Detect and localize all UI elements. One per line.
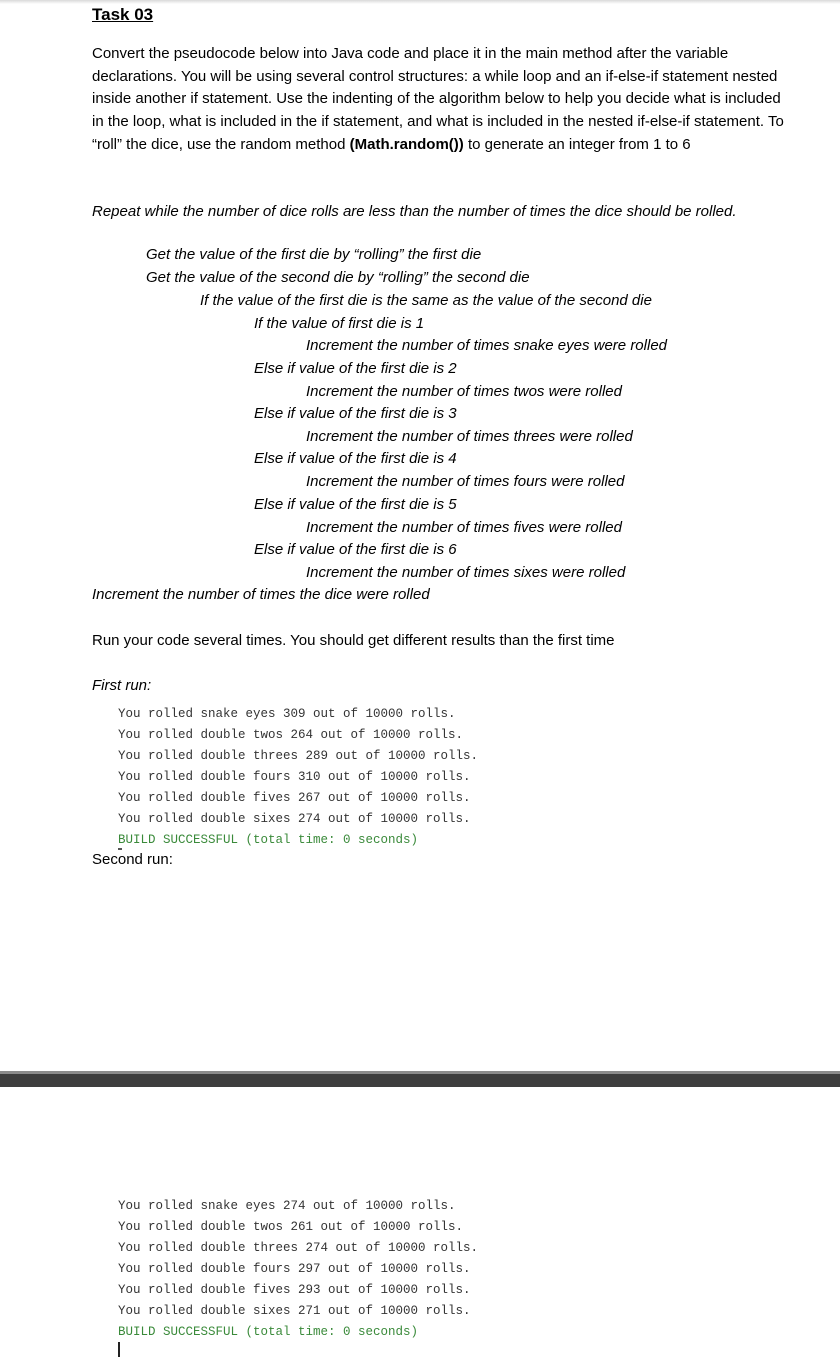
- pseudocode-line: Else if value of the first die is 5: [254, 496, 457, 513]
- pseudocode-line: Increment the number of times snake eyes were rolled: [306, 337, 668, 354]
- build-status: BUILD SUCCESSFUL (total time: 0 seconds): [118, 833, 419, 847]
- pseudocode-line: Get the value of the second die by “rolling” the second die: [146, 269, 530, 286]
- top-edge-shadow: [0, 0, 840, 4]
- build-status: BUILD SUCCESSFUL (total time: 0 seconds): [118, 1325, 419, 1339]
- pseudocode-line: Get the value of the first die by “rolling” the first die: [146, 246, 482, 263]
- console-line: You rolled double twos 261 out of 10000 rolls.: [118, 1220, 464, 1234]
- screenshot-divider: [0, 1071, 840, 1087]
- pseudocode-line: Increment the number of times the dice were rolled: [92, 586, 430, 603]
- pseudocode-line: If the value of the first die is the same as the value of the second die: [200, 292, 652, 309]
- pseudocode-line: Else if value of the first die is 3: [254, 405, 457, 422]
- second-run-label: Second run:: [92, 851, 173, 868]
- instructions-text-2: to generate an integer from 1 to 6: [463, 135, 691, 153]
- first-run-console: [118, 704, 478, 851]
- text-cursor-mark: [118, 848, 122, 850]
- console-line: You rolled double fives 267 out of 10000 rolls.: [118, 791, 471, 805]
- pseudocode-line: Else if value of the first die is 6: [254, 541, 457, 558]
- console-line: You rolled snake eyes 274 out of 10000 rolls.: [118, 1199, 456, 1213]
- text-cursor: [118, 1342, 120, 1357]
- console-line: You rolled snake eyes 309 out of 10000 rolls.: [118, 707, 456, 721]
- run-note: Run your code several times. You should get different results than the first time: [92, 632, 615, 649]
- console-line: You rolled double sixes 271 out of 10000 rolls.: [118, 1304, 471, 1318]
- pseudocode-line: Increment the number of times fours were rolled: [306, 473, 625, 490]
- task-instructions: [92, 43, 792, 157]
- first-run-label: First run:: [92, 677, 152, 694]
- pseudocode-line: Else if value of the first die is 2: [254, 360, 457, 377]
- console-line: You rolled double twos 264 out of 10000 rolls.: [118, 728, 464, 742]
- console-line: You rolled double threes 289 out of 10000 rolls.: [118, 749, 479, 763]
- math-random-bold: (Math.random()): [349, 135, 464, 153]
- console-line: You rolled double sixes 274 out of 10000 rolls.: [118, 812, 471, 826]
- pseudocode-line: Increment the number of times fives were rolled: [306, 519, 622, 536]
- console-line: You rolled double threes 274 out of 10000 rolls.: [118, 1241, 479, 1255]
- console-line: You rolled double fours 297 out of 10000 rolls.: [118, 1262, 471, 1276]
- pseudocode-line: Increment the number of times sixes were rolled: [306, 564, 626, 581]
- console-line: You rolled double fives 293 out of 10000 rolls.: [118, 1283, 471, 1297]
- instructions-text-1: Convert the pseudocode below into Java code and place it in the main method after the variable declarations. You will be using several control structures: a while loop and an if-else-if statement nested inside another if statement. Use the indenting of the algorithm below to help you decide what is included in the loop, what is included in the if statement, and what is included in the nested if-else-if statement. To “roll” the dice, use the random method: [92, 45, 784, 153]
- pseudocode-line: Else if value of the first die is 4: [254, 450, 457, 467]
- task-title: Task 03: [92, 5, 154, 24]
- pseudocode-line: If the value of first die is 1: [254, 315, 425, 332]
- console-line: You rolled double fours 310 out of 10000 rolls.: [118, 770, 471, 784]
- pseudocode-line: Increment the number of times twos were rolled: [306, 383, 622, 400]
- second-run-console: [118, 1196, 478, 1343]
- pseudocode-repeat: Repeat while the number of dice rolls are less than the number of times the dice should be rolled.: [92, 203, 737, 220]
- pseudocode-line: Increment the number of times threes were rolled: [306, 428, 633, 445]
